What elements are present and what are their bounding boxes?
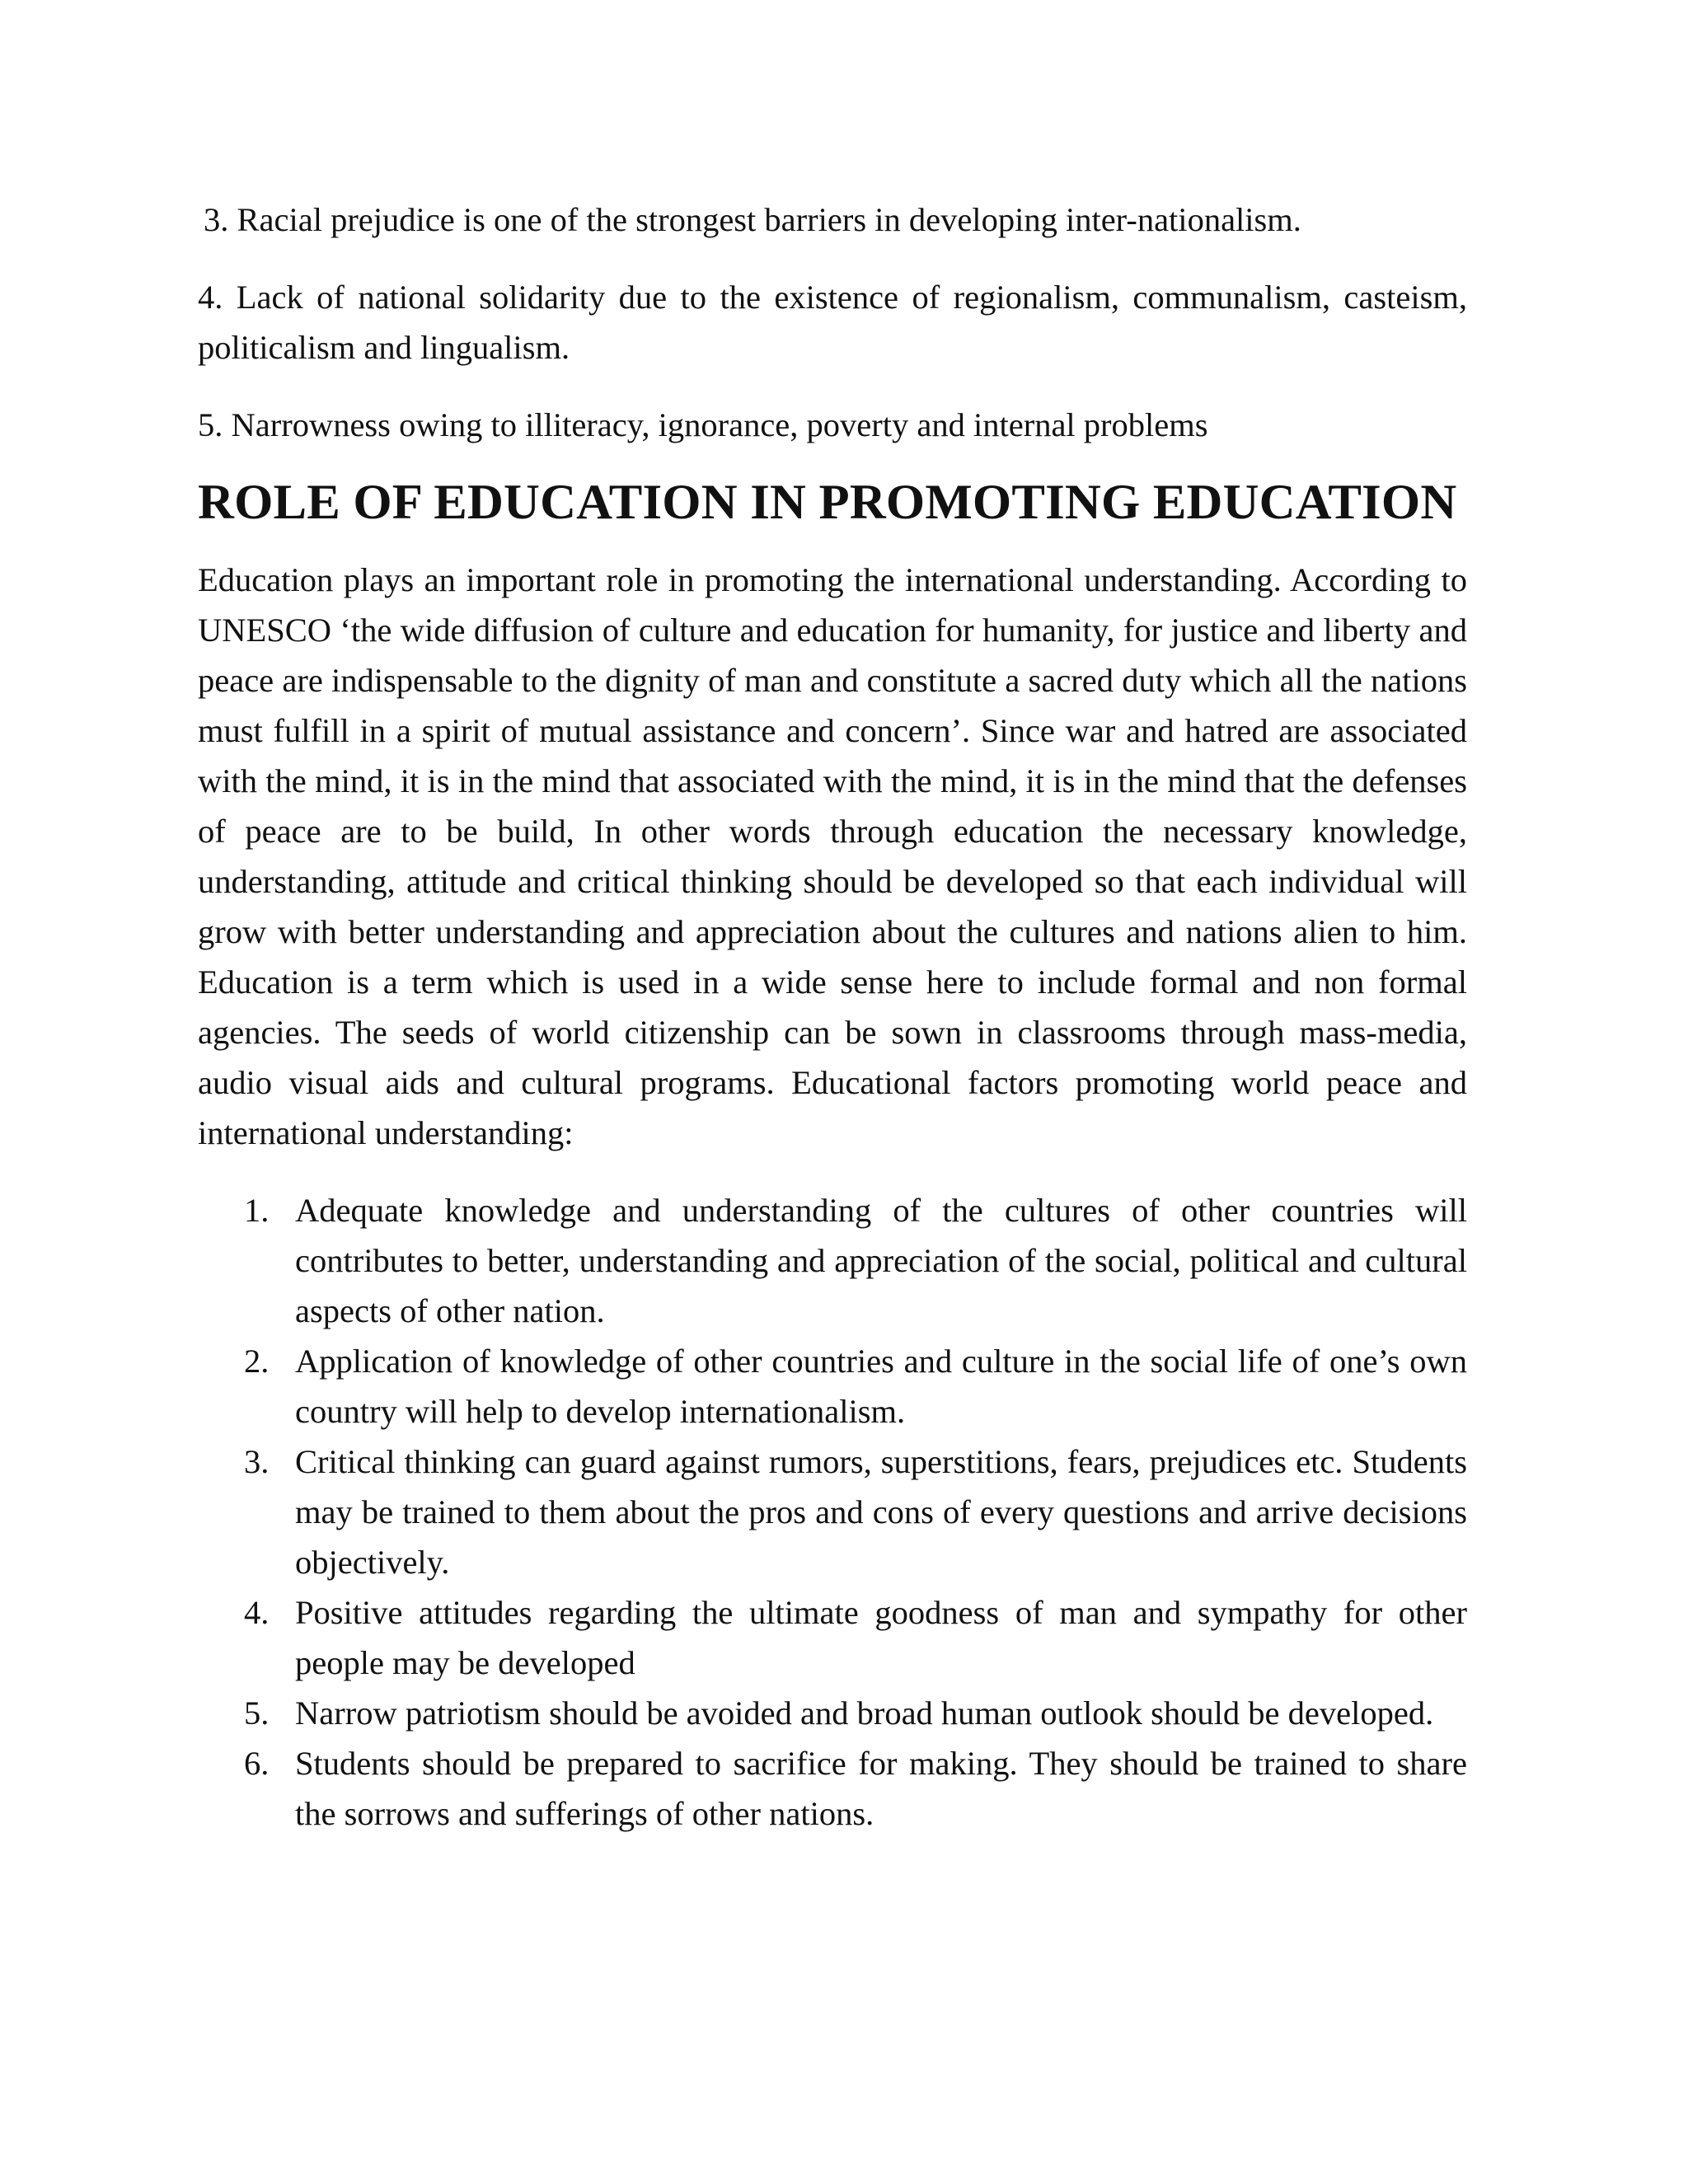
main-paragraph: Education plays an important role in promoting the international understanding. According to UNESCO ‘the wide diffusion of culture and education for humanity, for justice and liberty and peace are indispensable to the dignity of man and constitute a sacred duty which all the nations must fulfill in a spirit of mutual assistance and concern’. Since war and hatred are associated with the mind, it is in the mind that associated with the mind, it is in the mind that the defenses of peace are to be build, In other words through education the necessary knowledge, understanding, attitude and critical thinking should be developed so that each individual will grow with better understanding and appreciation about the cultures and nations alien to him. Education is a term which is used in a wide sense here to include formal and non formal agencies. The seeds of world citizenship can be sown in classrooms through mass-media, audio visual aids and cultural programs. Educational factors promoting world peace and international understanding:	[198, 561, 1467, 1151]
factor-number: 3.	[244, 1443, 270, 1480]
factor-text: Students should be prepared to sacrifice for making. They should be trained to share the sorrows and sufferings of other nations.	[295, 1745, 1467, 1832]
factor-text: Critical thinking can guard against rumors, superstitions, fears, prejudices etc. Students may be trained to them about the pros and cons of every questions and arrive decisions objectively.	[295, 1443, 1467, 1581]
factor-item-2	[198, 1336, 1467, 1436]
factor-item-3	[198, 1436, 1467, 1587]
factor-text: Narrow patriotism should be avoided and broad human outlook should be developed.	[295, 1694, 1434, 1732]
factor-item-5	[198, 1688, 1467, 1738]
factor-text: Positive attitudes regarding the ultimate goodness of man and sympathy for other people may be developed	[295, 1594, 1467, 1681]
barrier-point-4: 4. Lack of national solidarity due to the existence of regionalism, communalism, casteism, politicalism and lingualism.	[198, 279, 1467, 366]
factor-number: 4.	[244, 1594, 270, 1631]
factors-list	[198, 1185, 1467, 1839]
section-heading: ROLE OF EDUCATION IN PROMOTING EDUCATION	[198, 475, 1457, 530]
factor-text: Adequate knowledge and understanding of the cultures of other countries will contributes to better, understanding and appreciation of the social, political and cultural aspects of other nation.	[295, 1192, 1467, 1329]
factor-number: 1.	[244, 1192, 270, 1229]
factor-number: 6.	[244, 1745, 270, 1782]
factor-number: 2.	[244, 1343, 270, 1380]
factor-item-4	[198, 1587, 1467, 1688]
factor-item-1	[198, 1185, 1467, 1336]
barrier-point-5: 5. Narrowness owing to illiteracy, ignorance, poverty and internal problems	[198, 406, 1208, 443]
barrier-point-3: 3. Racial prejudice is one of the strongest barriers in developing inter-nationalism.	[204, 201, 1301, 238]
factor-text: Application of knowledge of other countries and culture in the social life of one’s own country will help to develop internationalism.	[295, 1343, 1467, 1430]
factor-number: 5.	[244, 1694, 270, 1732]
factor-item-6	[198, 1738, 1467, 1839]
document-page	[198, 194, 1467, 1839]
